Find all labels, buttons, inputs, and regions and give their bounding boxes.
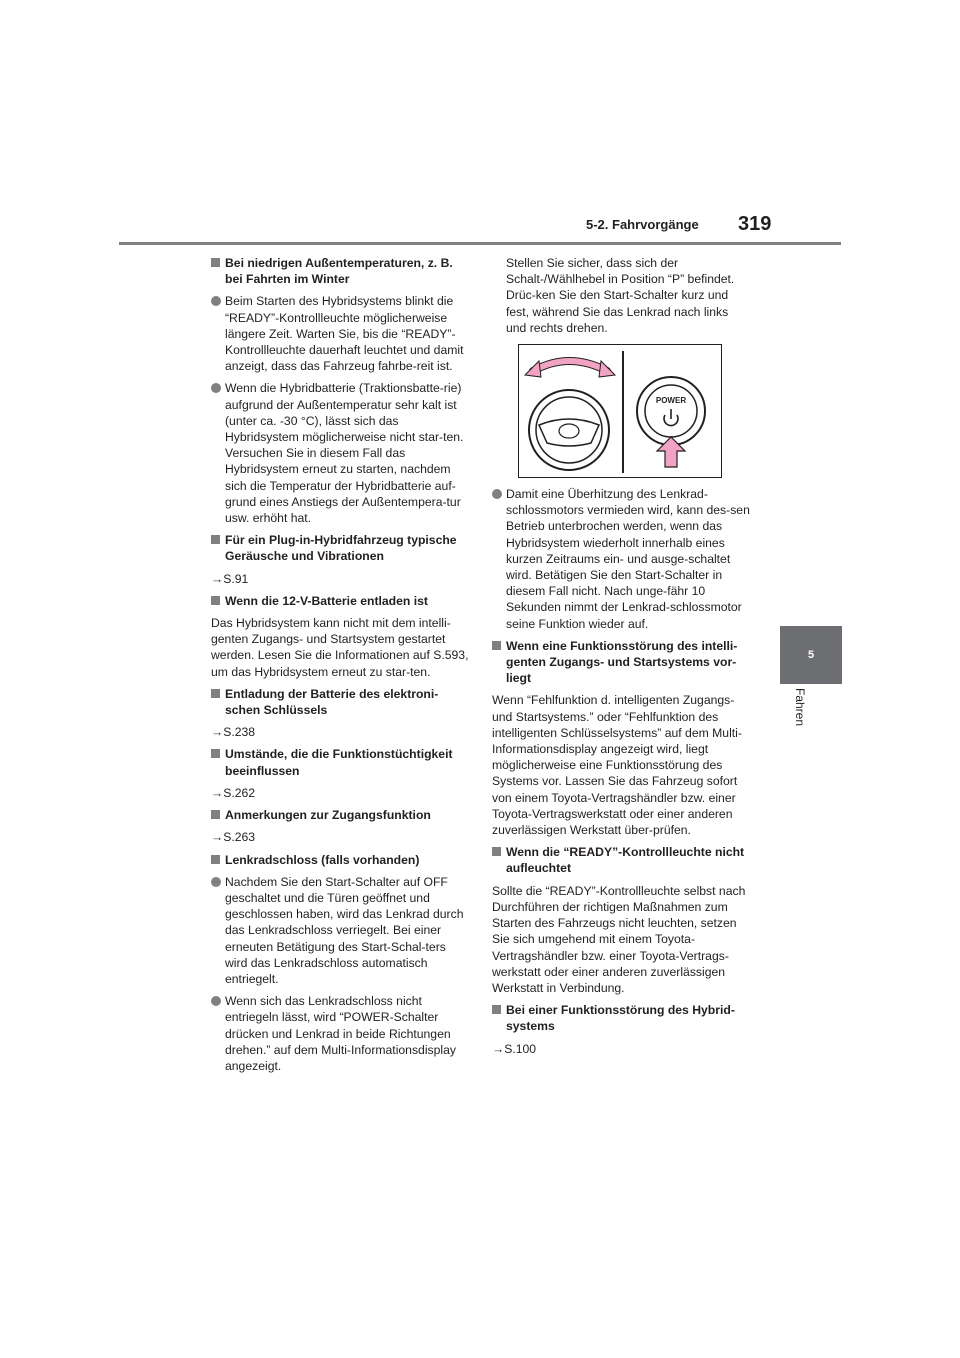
page-number: 319 [738,213,772,235]
page-reference: →S.100 [492,1041,537,1056]
square-bullet-icon [211,855,220,864]
square-bullet-icon [211,749,220,758]
chapter-tab [780,626,842,684]
heading-hybrid-malfunction: Bei einer Funktionsstörung des Hybrid-systems [492,1002,750,1034]
bullet-lock-release: Wenn sich das Lenkradschloss nicht entriegeln lässt, wird “POWER-Schalter drücken und Lenkrad in beide Richtungen drehen.” auf dem Multi-Informationsdisplay angezeigt. [211,993,469,1074]
square-bullet-icon [211,810,220,819]
circle-bullet-icon [211,296,221,306]
square-bullet-icon [211,258,220,267]
square-bullet-icon [492,847,501,856]
right-column [492,255,750,1063]
square-bullet-icon [211,689,220,698]
circle-bullet-icon [211,996,221,1006]
bullet-cold-battery: Wenn die Hybridbatterie (Traktionsbatte-rie) aufgrund der Außentemperatur sehr kalt ist (unter ca. -30 °C), lässt sich das Hybridsystem möglicherweise nicht star-ten. Versuchen Sie in diesem Fall das Hybridsystem erneut zu starten, nachdem sich die Temperatur der Hybridbatterie auf-grund eines Anstiegs der Außentempera-tur usw. erhöht hat. [211,380,469,526]
heading-12v-battery: Wenn die 12-V-Batterie entladen ist [211,593,469,609]
page-reference: →S.262 [211,785,256,800]
paragraph-continuation: Stellen Sie sicher, dass sich der Schalt-/Wählhebel in Position “P” befindet. Drüc-ken Sie den Start-Schalter kurz und fest, während Sie das Lenkrad nach links und rechts drehen. [506,256,735,335]
bullet-lock-engage: Nachdem Sie den Start-Schalter auf OFF geschaltet und die Türen geöffnet und geschlossen haben, wird das Lenkrad durch das Lenkradschloss verriegelt. Bei einer erneuten Betätigung des Start-Schal-ters wird das Lenkradschloss automatisch entriegelt. [211,874,469,987]
paragraph-ready-not-lit: Sollte die “READY”-Kontrollleuchte selbst nach Durchführen der richtigen Maßnahmen zum Starten des Fahrzeugs nicht leuchten, setzen Sie sich umgehend mit einem Toyota-Vertragshändler bzw. einer Toyota-Vertrags-werkstatt oder einer anderen zuverlässigen Werkstatt in Verbindung. [492,883,746,995]
heading-low-temperature: Bei niedrigen Außentemperaturen, z. B. bei Fahrten im Winter [211,255,469,287]
chapter-number: 5 [807,649,815,661]
heading-key-battery: Entladung der Batterie des elektroni-schen Schlüssels [211,686,469,718]
square-bullet-icon [492,1005,501,1014]
circle-bullet-icon [211,877,221,887]
bullet-lock-motor: Damit eine Überhitzung des Lenkrad-schlossmotors vermieden wird, kann des-sen Betrieb unterbrochen werden, wenn das Hybridsystem wiederholt innerhalb eines kurzen Zeitraums ein- und ausge-schaltet wird. Betätigen Sie den Start-Schalter in diesem Fall nicht. Nach unge-fähr 10 Sekunden nimmt der Lenkrad-schlossmotor seine Funktion wieder auf. [492,486,750,632]
circle-bullet-icon [492,489,502,499]
page-reference: →S.263 [211,830,256,845]
figure-illustration [519,345,721,477]
header-rule [119,242,841,245]
section-title: 5-2. Fahrvorgänge [586,217,699,232]
steering-power-figure [518,344,722,478]
bullet-ready-blink: Beim Starten des Hybridsystems blinkt die “READY”-Kontrollleuchte möglicherweise längere Zeit. Warten Sie, bis die “READY”-Kontrollleuchte dauerhaft leuchtet und damit anzeigt, dass das Fahrzeug fahrbe-reit ist. [211,293,469,374]
heading-entry-notes: Anmerkungen zur Zugangsfunktion [211,807,469,823]
paragraph-system-malfunction: Wenn “Fehlfunktion d. intelligenten Zugangs- und Startsystems.” oder “Fehlfunktion des intelligenten Schlüsselsystems” auf dem Multi-Informationsdisplay angezeigt wird, liegt möglicherweise eine Funktionsstörung des Systems vor. Lassen Sie das Fahrzeug sofort von einem Toyota-Vertragshändler bzw. einer Toyota-Vertragswerkstatt oder einer anderen zuverlässigen Werkstatt über-prüfen. [492,693,742,838]
square-bullet-icon [211,596,220,605]
heading-system-malfunction: Wenn eine Funktionsstörung des intelli-genten Zugangs- und Startsystems vor-liegt [492,638,750,687]
circle-bullet-icon [211,383,221,393]
heading-plugin-noises: Für ein Plug-in-Hybridfahrzeug typische Geräusche und Vibrationen [211,532,469,564]
heading-conditions: Umstände, die die Funktionstüchtigkeit beeinflussen [211,746,469,778]
page-reference: →S.238 [211,725,256,740]
heading-steering-lock: Lenkradschloss (falls vorhanden) [211,852,469,868]
paragraph-12v-battery: Das Hybridsystem kann nicht mit dem intelli-genten Zugangs- und Startsystem gestartet werden. Lesen Sie die Informationen auf S.593, um das Hybridsystem erneut zu star-ten. [211,616,469,679]
power-button-label: POWER [655,396,687,406]
left-column [211,255,469,1080]
square-bullet-icon [492,641,501,650]
square-bullet-icon [211,535,220,544]
heading-ready-not-lit: Wenn die “READY”-Kontrollleuchte nicht aufleuchtet [492,844,750,876]
chapter-label: Fahren [793,688,807,727]
page-reference: →S.91 [211,571,249,586]
